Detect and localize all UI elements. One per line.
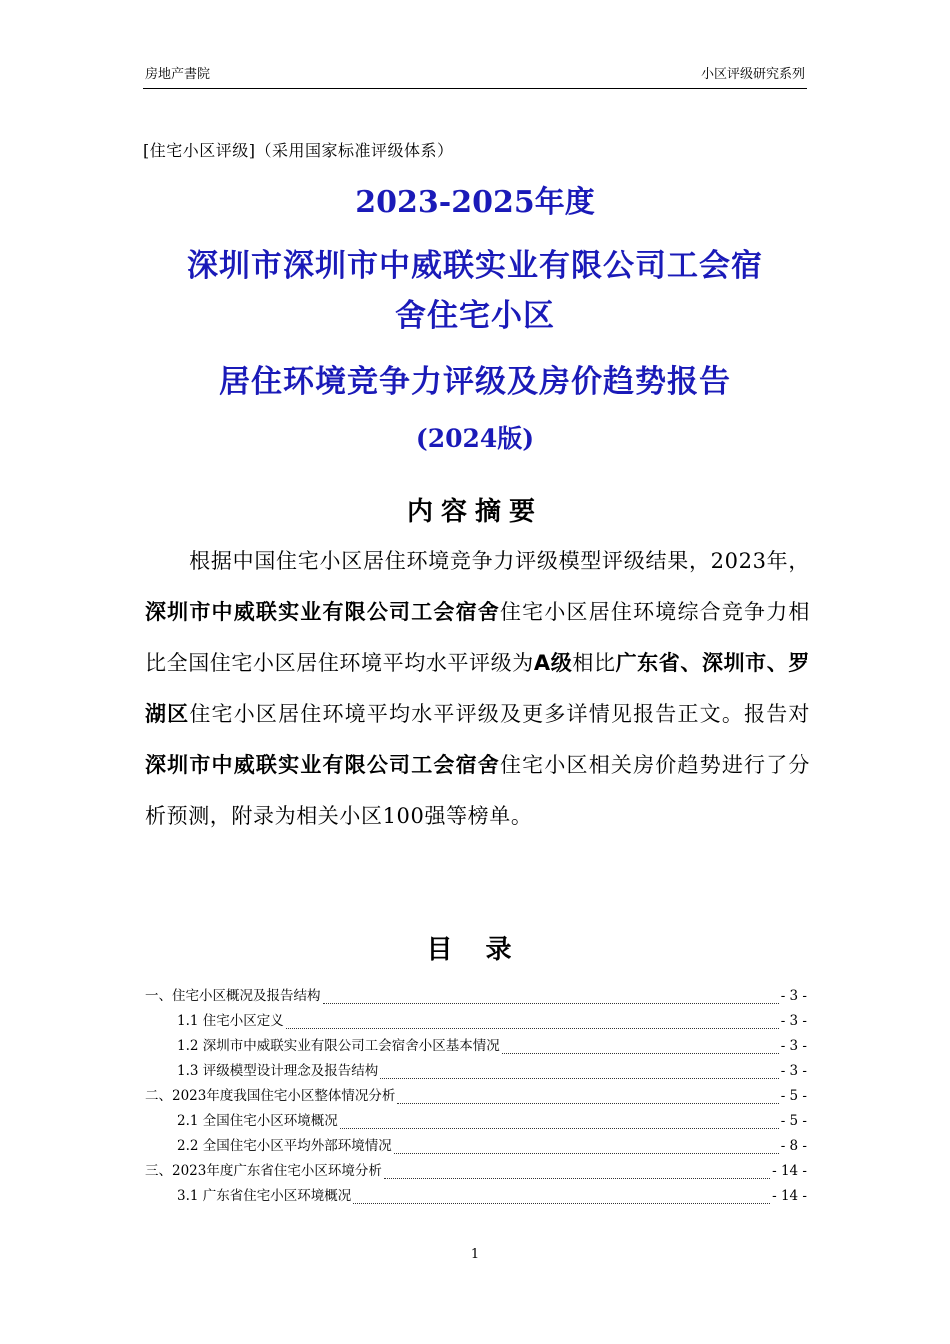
toc-entry[interactable]: [145, 1059, 807, 1084]
toc-entry-page: - 3 -: [780, 1038, 807, 1054]
toc-entry-label: 3.1 广东省住宅小区环境概况: [177, 1188, 352, 1204]
abstract-text-5: 住宅小区相关房价趋势进行了分析预测，附录为相关小区100强等榜单。: [145, 753, 810, 828]
toc-entry-page: - 5 -: [780, 1113, 807, 1129]
abstract-heading: 内容摘要: [406, 497, 543, 527]
toc-entry-label: 2.2 全国住宅小区平均外部环境情况: [177, 1138, 392, 1154]
toc-entry[interactable]: [145, 1109, 807, 1134]
toc-entry[interactable]: [145, 984, 807, 1009]
abstract-regions: 广东省、深圳市、罗湖区: [145, 651, 810, 726]
toc-leader-dots: [340, 1112, 779, 1129]
toc-entry-page: - 3 -: [780, 988, 807, 1004]
table-of-contents: [145, 984, 807, 1209]
title-edition: (2024版): [415, 424, 535, 453]
toc-entry[interactable]: [145, 1134, 807, 1159]
toc-entry-page: - 8 -: [780, 1138, 807, 1154]
title-subject: [143, 241, 807, 341]
toc-entry-label: 1.2 深圳市中威联实业有限公司工会宿舍小区基本情况: [177, 1038, 500, 1054]
title-report-name: 居住环境竞争力评级及房价趋势报告: [219, 364, 731, 400]
toc-leader-dots: [394, 1137, 779, 1154]
page-number: 1: [470, 1247, 480, 1262]
page-header: [143, 64, 807, 89]
toc-entry[interactable]: [145, 1084, 807, 1109]
toc-leader-dots: [502, 1037, 779, 1054]
abstract-text-2: 住宅小区居住环境综合竞争力相比全国住宅小区居住环境平均水平评级为: [145, 600, 810, 675]
toc-entry-page: - 3 -: [780, 1013, 807, 1029]
toc-entry-label: 1.3 评级模型设计理念及报告结构: [177, 1063, 379, 1079]
header-publisher: 房地产書院: [145, 67, 211, 82]
abstract-text-4: 住宅小区居住环境平均水平评级及更多详情见报告正文。报告对: [189, 702, 810, 726]
toc-entry-label: 三、2023年度广东省住宅小区环境分析: [145, 1163, 382, 1179]
toc-entry[interactable]: [145, 1034, 807, 1059]
toc-leader-dots: [397, 1087, 778, 1104]
title-year: 2023-2025年度: [355, 185, 595, 220]
toc-entry-label: 1.1 住宅小区定义: [177, 1013, 284, 1029]
abstract-paragraph: [145, 536, 810, 842]
toc-entry-page: - 3 -: [780, 1063, 807, 1079]
toc-leader-dots: [323, 987, 779, 1004]
abstract-rating: A级: [533, 651, 573, 675]
toc-entry[interactable]: [145, 1159, 807, 1184]
abstract-community-name-2: 深圳市中威联实业有限公司工会宿舍: [145, 753, 500, 777]
toc-leader-dots: [353, 1187, 770, 1204]
abstract-text-1: 根据中国住宅小区居住环境竞争力评级模型评级结果，2023年，: [189, 549, 810, 573]
toc-entry-page: - 5 -: [780, 1088, 807, 1104]
abstract-community-name: 深圳市中威联实业有限公司工会宿舍: [145, 600, 500, 624]
toc-entry[interactable]: [145, 1184, 807, 1209]
toc-leader-dots: [286, 1012, 779, 1029]
abstract-text-3: 相比: [572, 651, 616, 675]
toc-entry-label: 2.1 全国住宅小区环境概况: [177, 1113, 338, 1129]
toc-entry-label: 一、住宅小区概况及报告结构: [145, 988, 321, 1004]
toc-entry-page: - 14 -: [772, 1163, 807, 1179]
toc-heading: 目 录: [426, 935, 524, 965]
header-series: 小区评级研究系列: [700, 67, 805, 82]
toc-entry-label: 二、2023年度我国住宅小区整体情况分析: [145, 1088, 396, 1104]
title-subject-line-2: 舍住宅小区: [395, 298, 555, 334]
toc-leader-dots: [380, 1062, 778, 1079]
toc-entry[interactable]: [145, 1009, 807, 1034]
toc-entry-page: - 14 -: [772, 1188, 807, 1204]
toc-leader-dots: [384, 1162, 770, 1179]
title-subject-line-1: 深圳市深圳市中威联实业有限公司工会宿: [187, 248, 763, 284]
report-category: [住宅小区评级]（采用国家标准评级体系）: [143, 141, 454, 160]
